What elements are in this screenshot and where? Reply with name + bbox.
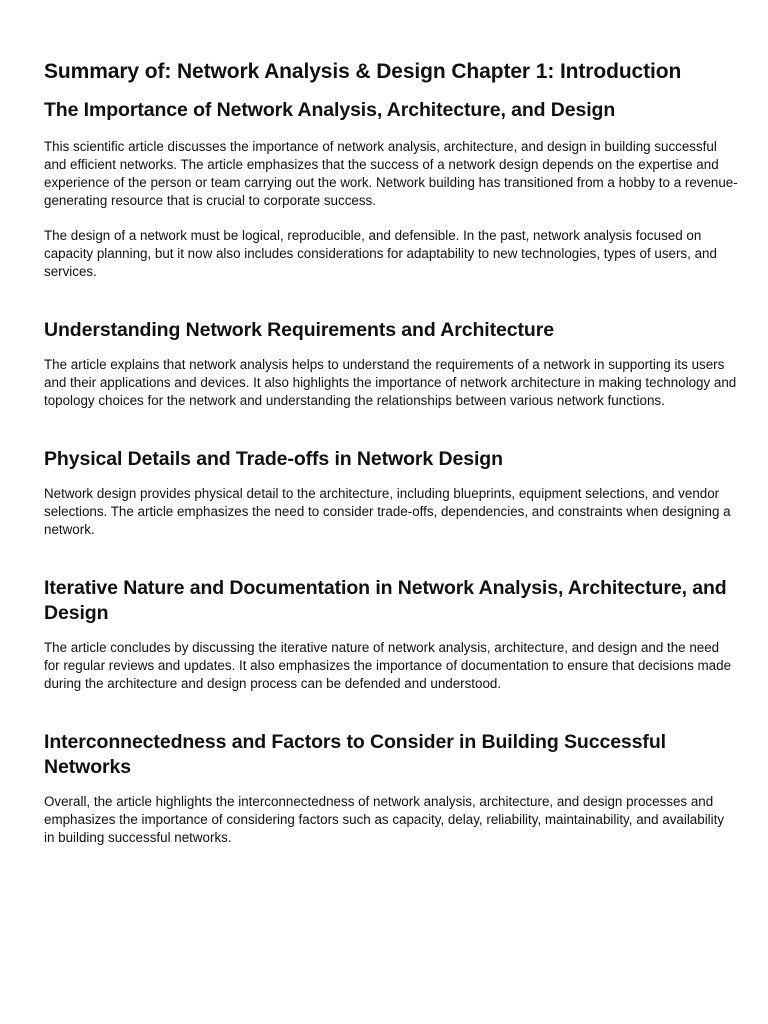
document-title: Summary of: Network Analysis & Design Chapter 1: Introduction: [44, 60, 682, 83]
section-paragraph: Network design provides physical detail to the architecture, including blueprints, equipment selections, and vendor selections. The article emphasizes the need to consider trade-offs, dependencies, and constraints when designing a network.: [44, 486, 731, 537]
section-heading: Interconnectedness and Factors to Consider in Building Successful Networks: [44, 731, 666, 778]
section-heading: The Importance of Network Analysis, Architecture, and Design: [44, 99, 616, 121]
section-physical-details: [44, 447, 738, 539]
section-paragraph: The design of a network must be logical, reproducible, and defensible. In the past, network analysis focused on capacity planning, but it now also includes considerations for adaptability to new technologies, types of users, and services.: [44, 228, 717, 279]
section-interconnectedness: [44, 730, 738, 847]
section-paragraph: The article concludes by discussing the iterative nature of network analysis, architecture, and design and the need for regular reviews and updates. It also emphasizes the importance of documentation to ensure that decisions made during the architecture and design process can be defended and understood.: [44, 640, 732, 691]
section-importance: [44, 98, 738, 281]
section-heading: Understanding Network Requirements and Architecture: [44, 319, 554, 341]
section-paragraph: This scientific article discusses the importance of network analysis, architecture, and design in building successful and efficient networks. The article emphasizes that the success of a network design depends on the expertise and experience of the person or team carrying out the work. Network building has transitioned from a hobby to a revenue-generating resource that is crucial to corporate success.: [44, 139, 738, 208]
section-requirements: [44, 318, 738, 410]
section-iterative-nature: [44, 576, 738, 693]
section-paragraph: The article explains that network analysis helps to understand the requirements of a network in supporting its users and their applications and devices. It also highlights the importance of network architecture in making technology and topology choices for the network and understanding the relationships between various network functions.: [44, 357, 737, 408]
section-heading: Physical Details and Trade-offs in Network Design: [44, 448, 503, 470]
section-heading: Iterative Nature and Documentation in Network Analysis, Architecture, and Design: [44, 577, 727, 624]
section-paragraph: Overall, the article highlights the interconnectedness of network analysis, architecture, and design processes and emphasizes the importance of considering factors such as capacity, delay, reliability, maintainability, and availability in building successful networks.: [44, 794, 725, 845]
